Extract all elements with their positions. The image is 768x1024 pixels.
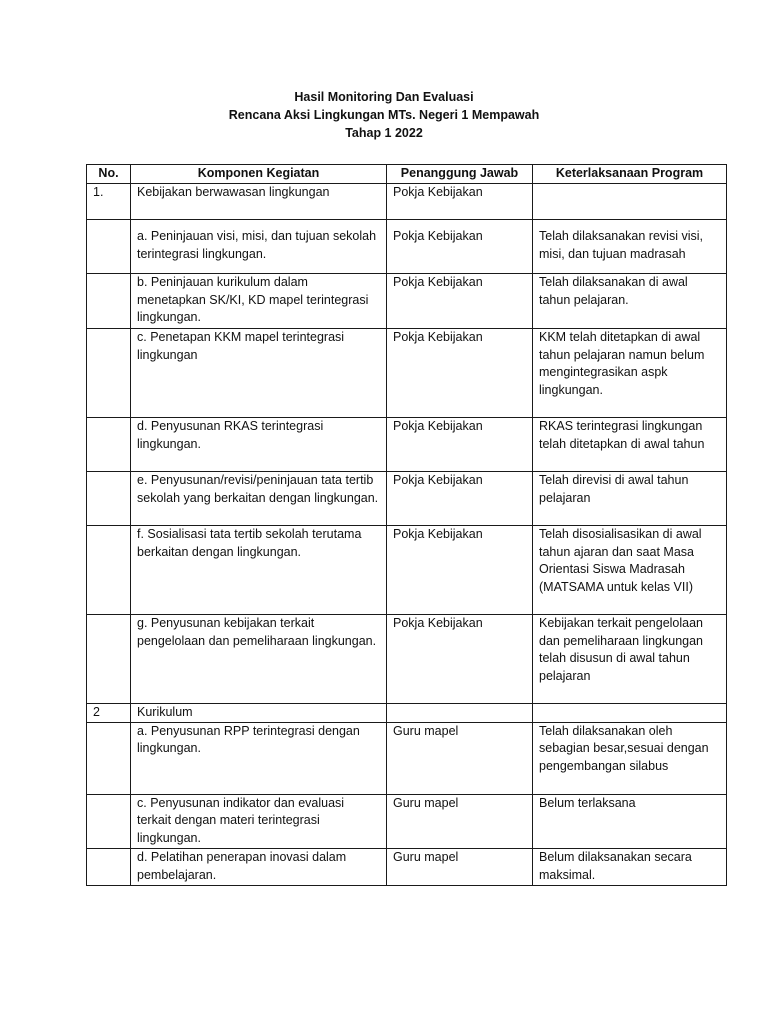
cell-komponen: a. Peninjauan visi, misi, dan tujuan sekolah terintegrasi lingkungan. (131, 219, 387, 273)
cell-ket: Kebijakan terkait pengelolaan dan pemeliharaan lingkungan telah disusun di awal tahun pelajaran (533, 614, 727, 703)
cell-komponen: f. Sosialisasi tata tertib sekolah terutama berkaitan dengan lingkungan. (131, 525, 387, 614)
cell-pj: Pokja Kebijakan (387, 183, 533, 219)
cell-no (87, 722, 131, 794)
cell-komponen: e. Penyusunan/revisi/peninjauan tata tertib sekolah yang berkaitan dengan lingkungan. (131, 471, 387, 525)
cell-pj: Guru mapel (387, 794, 533, 848)
table-row (87, 471, 727, 525)
cell-ket (533, 183, 727, 219)
cell-no (87, 328, 131, 417)
document-title-block (0, 88, 768, 142)
cell-ket: Belum dilaksanakan secara maksimal. (533, 848, 727, 885)
cell-komponen: Kebijakan berwawasan lingkungan (131, 183, 387, 219)
cell-ket: Telah dilaksanakan oleh sebagian besar,sesuai dengan pengembangan silabus (533, 722, 727, 794)
title-line-3: Tahap 1 2022 (345, 126, 423, 140)
table-row (87, 794, 727, 848)
table-row (87, 183, 727, 219)
header-penanggung-jawab: Penanggung Jawab (387, 165, 533, 184)
cell-no: 2 (87, 703, 131, 722)
table-row (87, 525, 727, 614)
title-line-2: Rencana Aksi Lingkungan MTs. Negeri 1 Mempawah (228, 108, 540, 122)
cell-komponen: c. Penetapan KKM mapel terintegrasi lingkungan (131, 328, 387, 417)
cell-ket: Telah dilaksanakan revisi visi, misi, dan tujuan madrasah (533, 219, 727, 273)
cell-ket: KKM telah ditetapkan di awal tahun pelajaran namun belum mengintegrasikan aspk lingkungan. (533, 328, 727, 417)
table-row (87, 273, 727, 328)
table-row (87, 722, 727, 794)
cell-pj: Guru mapel (387, 722, 533, 794)
cell-komponen: c. Penyusunan indikator dan evaluasi terkait dengan materi terintegrasi lingkungan. (131, 794, 387, 848)
cell-komponen: d. Pelatihan penerapan inovasi dalam pembelajaran. (131, 848, 387, 885)
header-no: No. (87, 165, 131, 184)
header-keterlaksanaan: Keterlaksanaan Program (533, 165, 727, 184)
cell-ket (533, 703, 727, 722)
cell-no (87, 794, 131, 848)
cell-komponen: a. Penyusunan RPP terintegrasi dengan lingkungan. (131, 722, 387, 794)
cell-pj: Pokja Kebijakan (387, 417, 533, 471)
cell-pj: Pokja Kebijakan (387, 525, 533, 614)
cell-pj (387, 703, 533, 722)
cell-komponen: b. Peninjauan kurikulum dalam menetapkan SK/KI, KD mapel terintegrasi lingkungan. (131, 273, 387, 328)
table-row (87, 848, 727, 885)
cell-no (87, 219, 131, 273)
table-row (87, 614, 727, 703)
cell-no: 1. (87, 183, 131, 219)
cell-no (87, 417, 131, 471)
cell-pj: Pokja Kebijakan (387, 219, 533, 273)
table-row (87, 328, 727, 417)
cell-ket: Telah disosialisasikan di awal tahun ajaran dan saat Masa Orientasi Siswa Madrasah (MATSAMA untuk kelas VII) (533, 525, 727, 614)
monitoring-table (86, 164, 727, 886)
table-row (87, 703, 727, 722)
cell-ket: RKAS terintegrasi lingkungan telah ditetapkan di awal tahun (533, 417, 727, 471)
cell-pj: Pokja Kebijakan (387, 273, 533, 328)
cell-pj: Pokja Kebijakan (387, 614, 533, 703)
cell-komponen: g. Penyusunan kebijakan terkait pengelolaan dan pemeliharaan lingkungan. (131, 614, 387, 703)
table-row (87, 219, 727, 273)
cell-ket: Telah dilaksanakan di awal tahun pelajaran. (533, 273, 727, 328)
cell-no (87, 273, 131, 328)
cell-no (87, 614, 131, 703)
cell-no (87, 848, 131, 885)
title-line-1: Hasil Monitoring Dan Evaluasi (294, 90, 474, 104)
table-row (87, 417, 727, 471)
table-header-row (87, 165, 727, 184)
cell-ket: Belum terlaksana (533, 794, 727, 848)
cell-pj: Pokja Kebijakan (387, 328, 533, 417)
cell-no (87, 525, 131, 614)
cell-no (87, 471, 131, 525)
cell-komponen: Kurikulum (131, 703, 387, 722)
cell-komponen: d. Penyusunan RKAS terintegrasi lingkungan. (131, 417, 387, 471)
header-komponen: Komponen Kegiatan (131, 165, 387, 184)
cell-pj: Guru mapel (387, 848, 533, 885)
cell-ket: Telah direvisi di awal tahun pelajaran (533, 471, 727, 525)
cell-pj: Pokja Kebijakan (387, 471, 533, 525)
